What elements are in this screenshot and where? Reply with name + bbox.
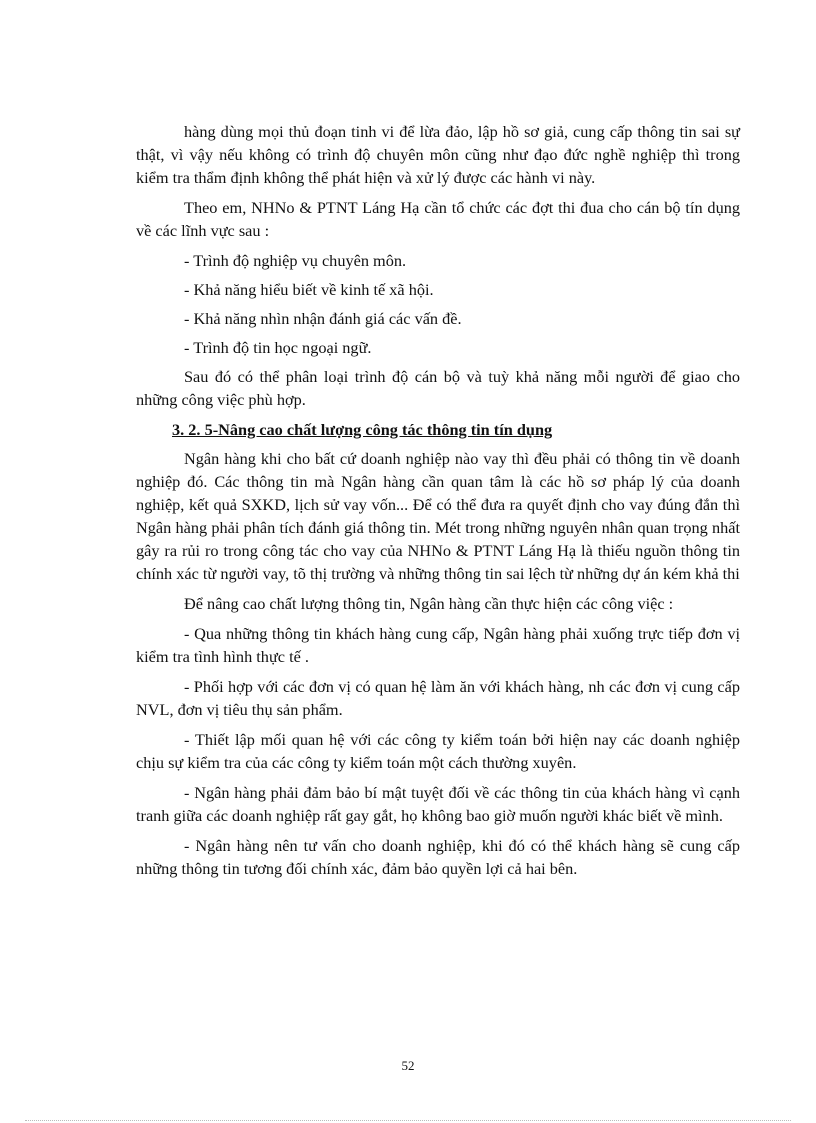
footer-divider (25, 1120, 791, 1121)
list-item: - Ngân hàng nên tư vấn cho doanh nghiệp, khi đó có thể khách hàng sẽ cung cấp những thông tin tương đối chính xác, đảm bảo quyền lợi cả hai bên. (136, 836, 740, 878)
paragraph: Sau đó có thể phân loại trình độ cán bộ và tuỳ khả năng mỗi người để giao cho những công việc phù hợp. (136, 367, 740, 409)
list-item: - Ngân hàng phải đảm bảo bí mật tuyệt đối về các thông tin của khách hàng vì cạnh tranh giữa các doanh nghiệp rất gay gắt, họ không bao giờ muốn người khác biết về mình. (136, 783, 740, 825)
paragraph: Ngân hàng khi cho bất cứ doanh nghiệp nào vay thì đều phải có thông tin về doanh nghiệp đó. Các thông tin mà Ngân hàng cần quan tâm là các hồ sơ pháp lý của doanh nghiệp, kết quả SXKD, lịch sử vay vốn... Để có thể đưa ra quyết định cho vay đúng đắn thì Ngân hàng phải phân tích đánh giá thông tin. Mét trong những nguyên nhân quan trọng nhất gây ra rủi ro trong công tác cho vay của NHNo & PTNT Láng Hạ là thiếu nguồn thông tin chính xác từ người vay, tõ thị trường và những thông tin sai lệch từ những dự án kém khả thi (136, 449, 740, 583)
paragraph: Theo em, NHNo & PTNT Láng Hạ cần tổ chức các đợt thi đua cho cán bộ tín dụng về các lĩnh vực sau : (136, 198, 740, 240)
document-body (136, 120, 740, 887)
paragraph: hàng dùng mọi thủ đoạn tinh vi để lừa đảo, lập hồ sơ giả, cung cấp thông tin sai sự thật, vì vậy nếu không có trình độ chuyên môn cũng như đạo đức nghề nghiệp thì trong kiểm tra thẩm định không thể phát hiện và xử lý được các hành vi này. (136, 122, 740, 187)
list-item: - Qua những thông tin khách hàng cung cấp, Ngân hàng phải xuống trực tiếp đơn vị kiểm tra tình hình thực tế . (136, 624, 740, 666)
list-item: - Trình độ nghiệp vụ chuyên môn. (184, 251, 407, 270)
list-item: - Trình độ tin học ngoại ngữ. (184, 338, 372, 357)
list-item: - Thiết lập mối quan hệ với các công ty kiểm toán bởi hiện nay các doanh nghiệp chịu sự kiểm tra của các công ty kiểm toán một cách thường xuyên. (136, 730, 740, 772)
list-item: - Khả năng hiểu biết về kinh tế xã hội. (184, 280, 434, 299)
section-heading: 3. 2. 5-Nâng cao chất lượng công tác thông tin tín dụng (172, 420, 553, 439)
paragraph: Để nâng cao chất lượng thông tin, Ngân hàng cần thực hiện các công việc : (184, 594, 674, 613)
list-item: - Phối hợp với các đơn vị có quan hệ làm ăn với khách hàng, nh các đơn vị cung cấp NVL, đơn vị tiêu thụ sản phẩm. (136, 677, 740, 719)
page-number: 52 (401, 1058, 415, 1073)
list-item: - Khả năng nhìn nhận đánh giá các vấn đề. (184, 309, 462, 328)
